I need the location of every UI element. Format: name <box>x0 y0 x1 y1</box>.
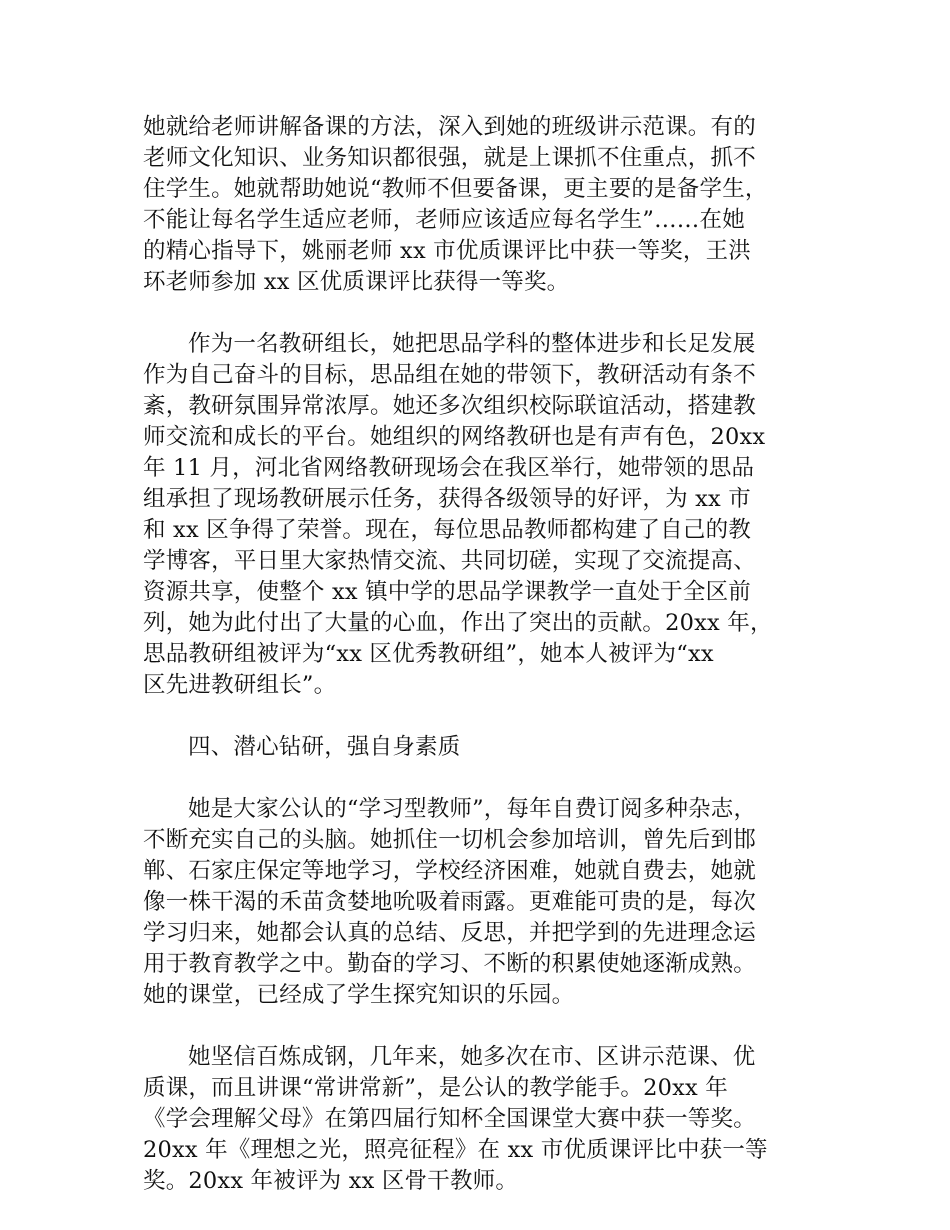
text-line: 不断充实自己的头脑。她抓住一切机会参加培训，曾先后到邯 <box>143 827 756 853</box>
text-line: 和 xx 区争得了荣誉。现在，每位思品教师都构建了自己的教 <box>143 517 751 543</box>
text-line: 思品教研组被评为“xx 区优秀教研组”，她本人被评为“xx <box>143 641 714 667</box>
text-line: 组承担了现场教研展示任务，获得各级领导的好评，为 xx 市 <box>143 486 751 512</box>
text-line: 区先进教研组长”。 <box>143 672 337 698</box>
text-line: 奖。20xx 年被评为 xx 区骨干教师。 <box>143 1168 519 1194</box>
text-line: 她的课堂，已经成了学生探究知识的乐园。 <box>143 982 575 1008</box>
paragraph-research-group-leader <box>143 329 819 701</box>
document-body <box>143 112 819 1228</box>
text-line: 她是大家公认的“学习型教师”，每年自费订阅多种杂志， <box>188 796 757 822</box>
section-heading <box>143 732 819 763</box>
text-line: 作为自己奋斗的目标，思品组在她的带领下，教研活动有条不 <box>143 362 756 388</box>
text-line: 用于教育教学之中。勤奋的学习、不断的积累使她逐渐成熟。 <box>143 951 756 977</box>
text-line: 学博客，平日里大家热情交流、共同切磋，实现了交流提高、 <box>143 548 756 574</box>
text-line: 资源共享，使整个 xx 镇中学的思品学课教学一直处于全区前 <box>143 579 751 605</box>
text-line: 环老师参加 xx 区优质课评比获得一等奖。 <box>143 269 570 295</box>
text-line: 作为一名教研组长，她把思品学科的整体进步和长足发展 <box>188 331 756 357</box>
text-line: 的精心指导下，姚丽老师 xx 市优质课评比中获一等奖，王洪 <box>143 238 751 264</box>
text-line: 20xx 年《理想之光，照亮征程》在 xx 市优质课评比中获一等 <box>143 1137 768 1163</box>
text-line: 列，她为此付出了大量的心血，作出了突出的贡献。20xx 年， <box>143 610 773 636</box>
text-line: 不能让每名学生适应老师，老师应该适应每名学生”……在她 <box>143 207 745 233</box>
text-line: 紊，教研氛围异常浓厚。她还多次组织校际联谊活动，搭建教 <box>143 393 756 419</box>
paragraph-learning-teacher <box>143 794 819 1011</box>
text-line: 年 11 月，河北省网络教研现场会在我区举行，她带领的思品 <box>143 455 755 481</box>
text-line: 质课，而且讲课“常讲常新”，是公认的教学能手。20xx 年 <box>143 1075 728 1101</box>
paragraph-awards <box>143 1042 819 1197</box>
text-line: 学习归来，她都会认真的总结、反思，并把学到的先进理念运 <box>143 920 756 946</box>
text-line: 《学会理解父母》在第四届行知杯全国课堂大赛中获一等奖。 <box>143 1106 756 1132</box>
text-line: 师交流和成长的平台。她组织的网络教研也是有声有色，20xx <box>143 424 766 450</box>
text-line: 郸、石家庄保定等地学习，学校经济困难，她就自费去，她就 <box>143 858 756 884</box>
heading-text: 四、潜心钻研，强自身素质 <box>188 734 461 760</box>
text-line: 像一株干渴的禾苗贪婪地吮吸着雨露。更难能可贵的是，每次 <box>143 889 756 915</box>
text-line: 老师文化知识、业务知识都很强，就是上课抓不住重点，抓不 <box>143 145 756 171</box>
text-line: 她坚信百炼成钢，几年来，她多次在市、区讲示范课、优 <box>188 1044 756 1070</box>
text-line: 她就给老师讲解备课的方法，深入到她的班级讲示范课。有的 <box>143 114 756 140</box>
text-line: 住学生。她就帮助她说“教师不但要备课，更主要的是备学生， <box>143 176 768 202</box>
paragraph-teaching-guidance <box>143 112 819 298</box>
